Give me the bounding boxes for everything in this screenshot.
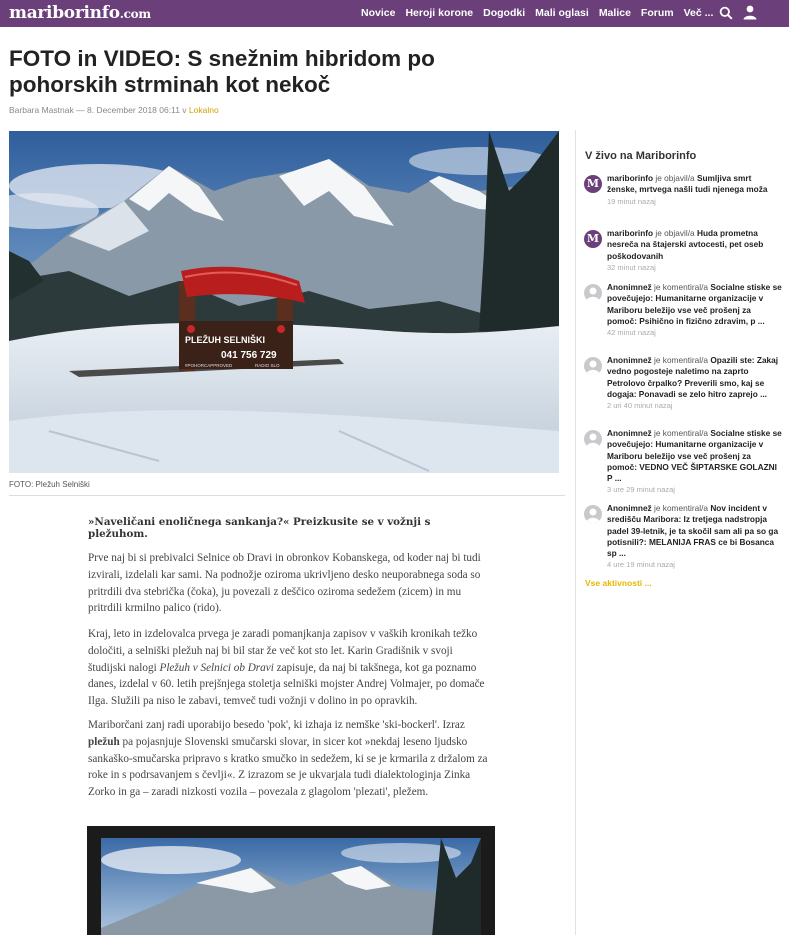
anonymous-avatar-icon xyxy=(584,505,602,523)
article-title: FOTO in VIDEO: S snežnim hibridom po pohorskih strminah kot nekoč xyxy=(9,46,435,97)
article-meta: Barbara Mastnak — 8. December 2018 06:11 v Lokalno xyxy=(9,105,219,115)
article-category[interactable]: Lokalno xyxy=(188,105,219,115)
photo-caption: FOTO: Pležuh Selniški xyxy=(9,480,90,489)
article-photo xyxy=(9,131,559,473)
nav-dogodki[interactable]: Dogodki xyxy=(483,7,526,19)
sign-name: PLEŽUH SELNIŠKI xyxy=(185,335,266,345)
video-embed[interactable] xyxy=(87,826,495,935)
nav-malice[interactable]: Malice xyxy=(598,7,631,19)
all-activities-link[interactable]: Vse aktivnosti ... xyxy=(585,578,652,588)
article-paragraph: Kraj, leto in izdelovalca prvega je zaradi pomanjkanja zapisov v vaških kronikah težko določiti, a selniški pležuh naj bi bil star že več kot sto let. Karin Gradišnik v svoji študijski nalogi Pležuh v Selnici ob Dravi zapisuje, da naj bi takšnega, kot ga poznamo danes, izdelal v 60. letih prejšnjega stoletja selniški mojster Andrej Volmajer, po domače Ilga. Služili pa niso le zabavi, temveč tudi vožnji v dolino in po opravkih. xyxy=(88,628,485,708)
nav-novice[interactable]: Novice xyxy=(361,7,396,19)
site-logo[interactable]: mariborinfo.com xyxy=(9,3,151,23)
anonymous-avatar-icon xyxy=(584,430,602,448)
nav-heroji-korone[interactable]: Heroji korone xyxy=(405,7,474,19)
sign-tag: #POHORCAPPROVED xyxy=(185,363,233,368)
article-author[interactable]: Barbara Mastnak xyxy=(9,105,74,115)
nav-mali-oglasi[interactable]: Mali oglasi xyxy=(535,7,589,19)
video-thumbnail xyxy=(101,838,481,935)
avatar: M xyxy=(584,230,602,248)
article-date: 8. December 2018 06:11 xyxy=(86,105,180,115)
nav-forum[interactable]: Forum xyxy=(640,7,674,19)
anonymous-avatar-icon xyxy=(584,284,602,302)
sign-radio: RADIO SLO xyxy=(255,363,280,368)
search-icon[interactable] xyxy=(719,6,733,20)
sidebar-divider xyxy=(575,130,576,935)
user-icon[interactable] xyxy=(743,5,757,20)
sign-phone: 041 756 729 xyxy=(221,350,277,361)
divider xyxy=(9,495,565,496)
avatar: M xyxy=(584,175,602,193)
main-nav xyxy=(361,7,723,19)
sidebar-title: V živo na Mariborinfo xyxy=(585,150,697,162)
nav-more[interactable]: Več ... xyxy=(683,7,714,19)
article-lead: »Naveličani enoličnega sankanja?« Preizkusite se v vožnji s pležuhom. xyxy=(88,516,431,540)
anonymous-avatar-icon xyxy=(584,357,602,375)
top-bar xyxy=(0,0,789,27)
article-paragraph: Prve naj bi si prebivalci Selnice ob Dravi in obronkov Kobanskega, od koder naj bi tudi izvirali, izdelali kar sami. Na podnožje oziroma ukrivljeno desko neuporabnega soda so pritrdili dva stebrička (čoka), ju povezali z deščico oziroma sedežem (zicem) in mu pritrdili krmilno palico (rido). xyxy=(88,552,481,615)
article-paragraph: Mariborčani zanj radi uporabijo besedo 'pok', ki izhaja iz nemške 'ski-bockerl'. Izraz pležuh pa pojasnjuje Slovenski smučarski slovar, in sicer kot »nekdaj leseno ljudsko sankaško-smučarska pripravo s kratko smučko in sedežem, ki se je krmarila z držalom za roke in s podrsavanjem s čevlji«. Z izrazom se je ukvarjala tudi dialektologinja Zinka Zorko in ga – zaradi nizkosti vozila – povezala z glagolom 'plezati', pležem. xyxy=(88,719,488,799)
